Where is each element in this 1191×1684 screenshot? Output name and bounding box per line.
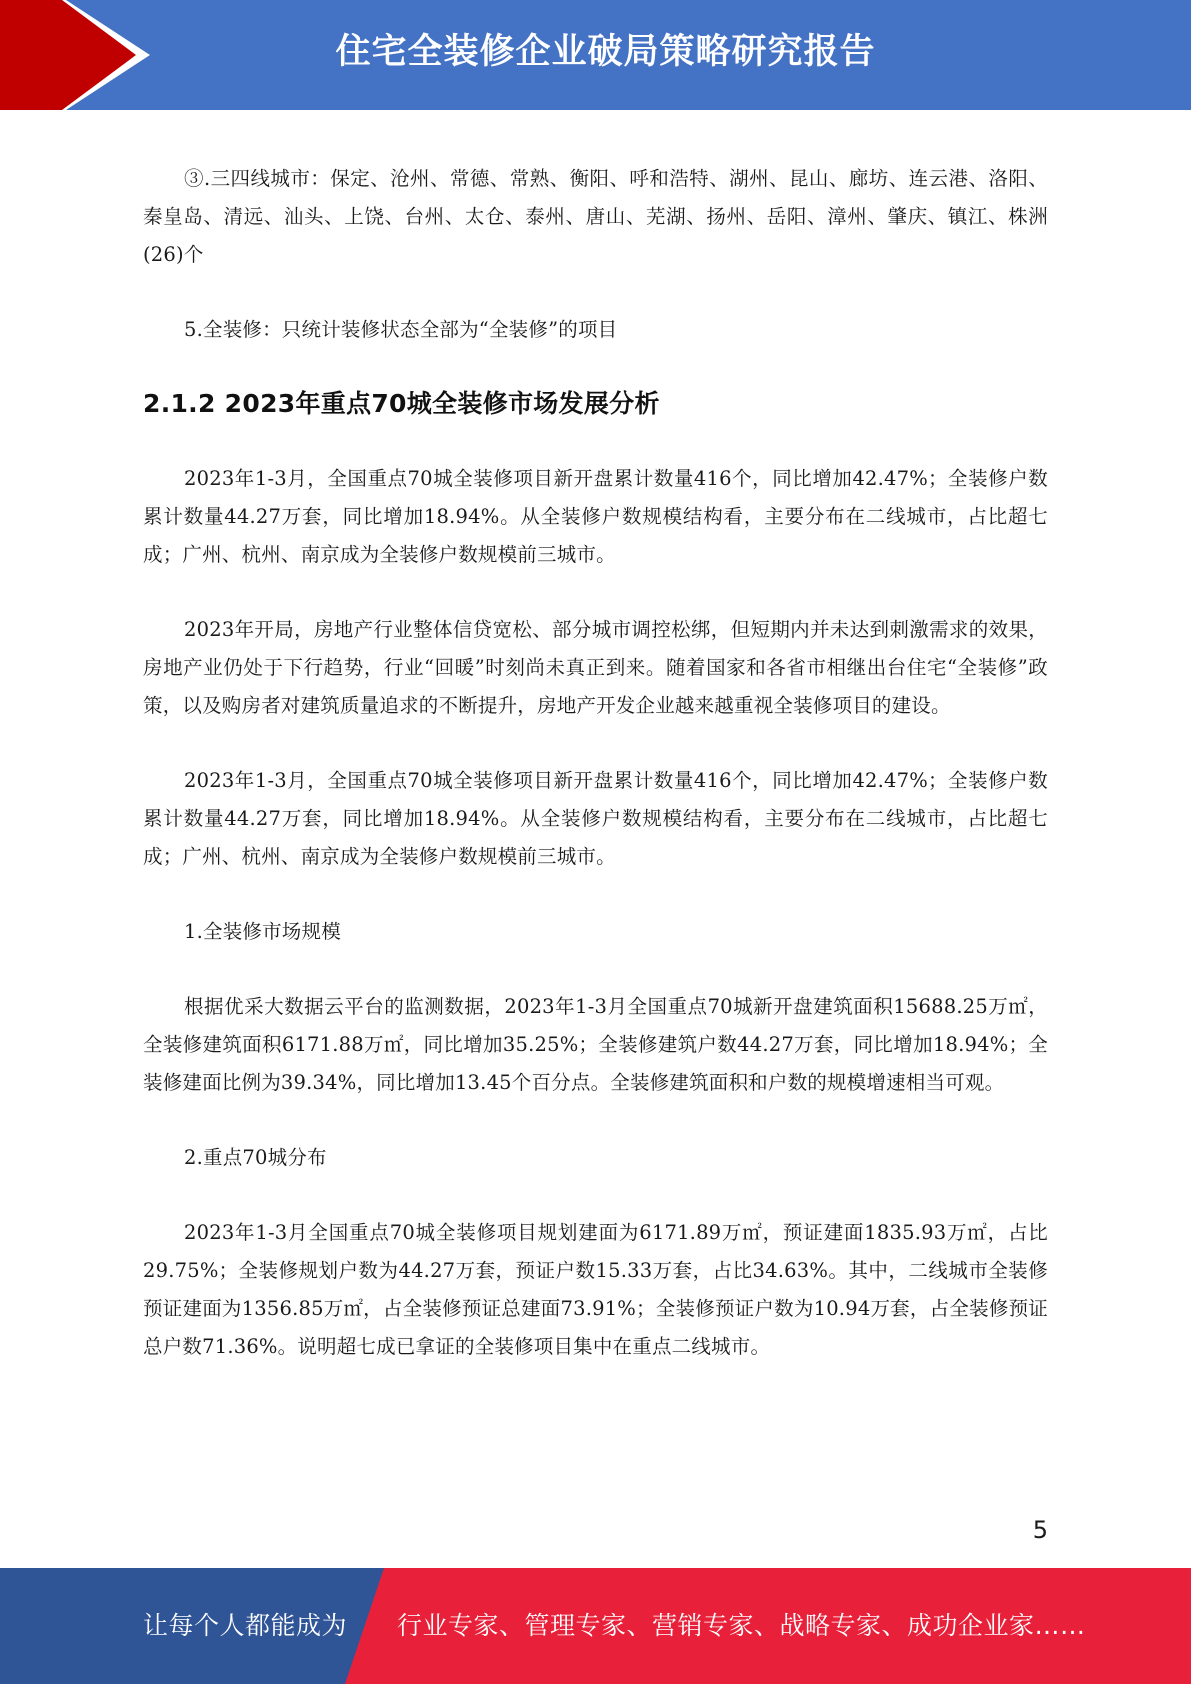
- subheading-market-scale: 1.全装修市场规模: [184, 920, 341, 943]
- header-banner: [0, 0, 1191, 110]
- footer-slogan-right: 行业专家、管理专家、营销专家、战略专家、成功企业家……: [397, 1611, 1086, 1640]
- footer-banner: [0, 1568, 1191, 1684]
- section-heading: 2.1.2 2023年重点70城全装修市场发展分析: [143, 389, 660, 418]
- footer-slogan-left: 让每个人都能成为: [143, 1611, 348, 1640]
- paragraph-city-list: ③.三四线城市：保定、沧州、常德、常熟、衡阳、呼和浩特、湖州、昆山、廊坊、连云港、洛阳、秦皇岛、清远、汕头、上饶、台州、太仓、泰州、唐山、芜湖、扬州、岳阳、漳州、肇庆、镇江、株洲(26)个: [143, 167, 1048, 266]
- page-content: [143, 160, 1048, 1366]
- paragraph-summary-1: 2023年1-3月，全国重点70城全装修项目新开盘累计数量416个，同比增加42.47%；全装修户数累计数量44.27万套，同比增加18.94%。从全装修户数规模结构看，主要分布在二线城市，占比超七成；广州、杭州、南京成为全装修户数规模前三城市。: [143, 467, 1048, 566]
- paragraph-city-distribution: 2023年1-3月全国重点70城全装修项目规划建面为6171.89万㎡，预证建面1835.93万㎡，占比29.75%；全装修规划户数为44.27万套，预证户数15.33万套，占比34.63%。其中，二线城市全装修预证建面为1356.85万㎡，占全装修预证总建面73.91%；全装修预证户数为10.94万套，占全装修预证总户数71.36%。说明超七成已拿证的全装修项目集中在重点二线城市。: [143, 1221, 1048, 1358]
- paragraph-summary-2: 2023年1-3月，全国重点70城全装修项目新开盘累计数量416个，同比增加42.47%；全装修户数累计数量44.27万套，同比增加18.94%。从全装修户数规模结构看，主要分布在二线城市，占比超七成；广州、杭州、南京成为全装修户数规模前三城市。: [143, 769, 1048, 868]
- paragraph-market-scale: 根据优采大数据云平台的监测数据，2023年1-3月全国重点70城新开盘建筑面积15688.25万㎡，全装修建筑面积6171.88万㎡，同比增加35.25%；全装修建筑户数44.27万套，同比增加18.94%；全装修建面比例为39.34%，同比增加13.45个百分点。全装修建筑面积和户数的规模增速相当可观。: [143, 995, 1048, 1094]
- subheading-city-distribution: 2.重点70城分布: [184, 1146, 327, 1169]
- report-title: 住宅全装修企业破局策略研究报告: [335, 32, 876, 72]
- paragraph-definition: 5.全装修：只统计装修状态全部为“全装修”的项目: [184, 318, 618, 341]
- page-number: 5: [1032, 1516, 1048, 1544]
- paragraph-market-context: 2023年开局，房地产行业整体信贷宽松、部分城市调控松绑，但短期内并未达到刺激需求的效果，房地产业仍处于下行趋势，行业“回暖”时刻尚未真正到来。随着国家和各省市相继出台住宅“全装修”政策，以及购房者对建筑质量追求的不断提升，房地产开发企业越来越重视全装修项目的建设。: [143, 618, 1048, 717]
